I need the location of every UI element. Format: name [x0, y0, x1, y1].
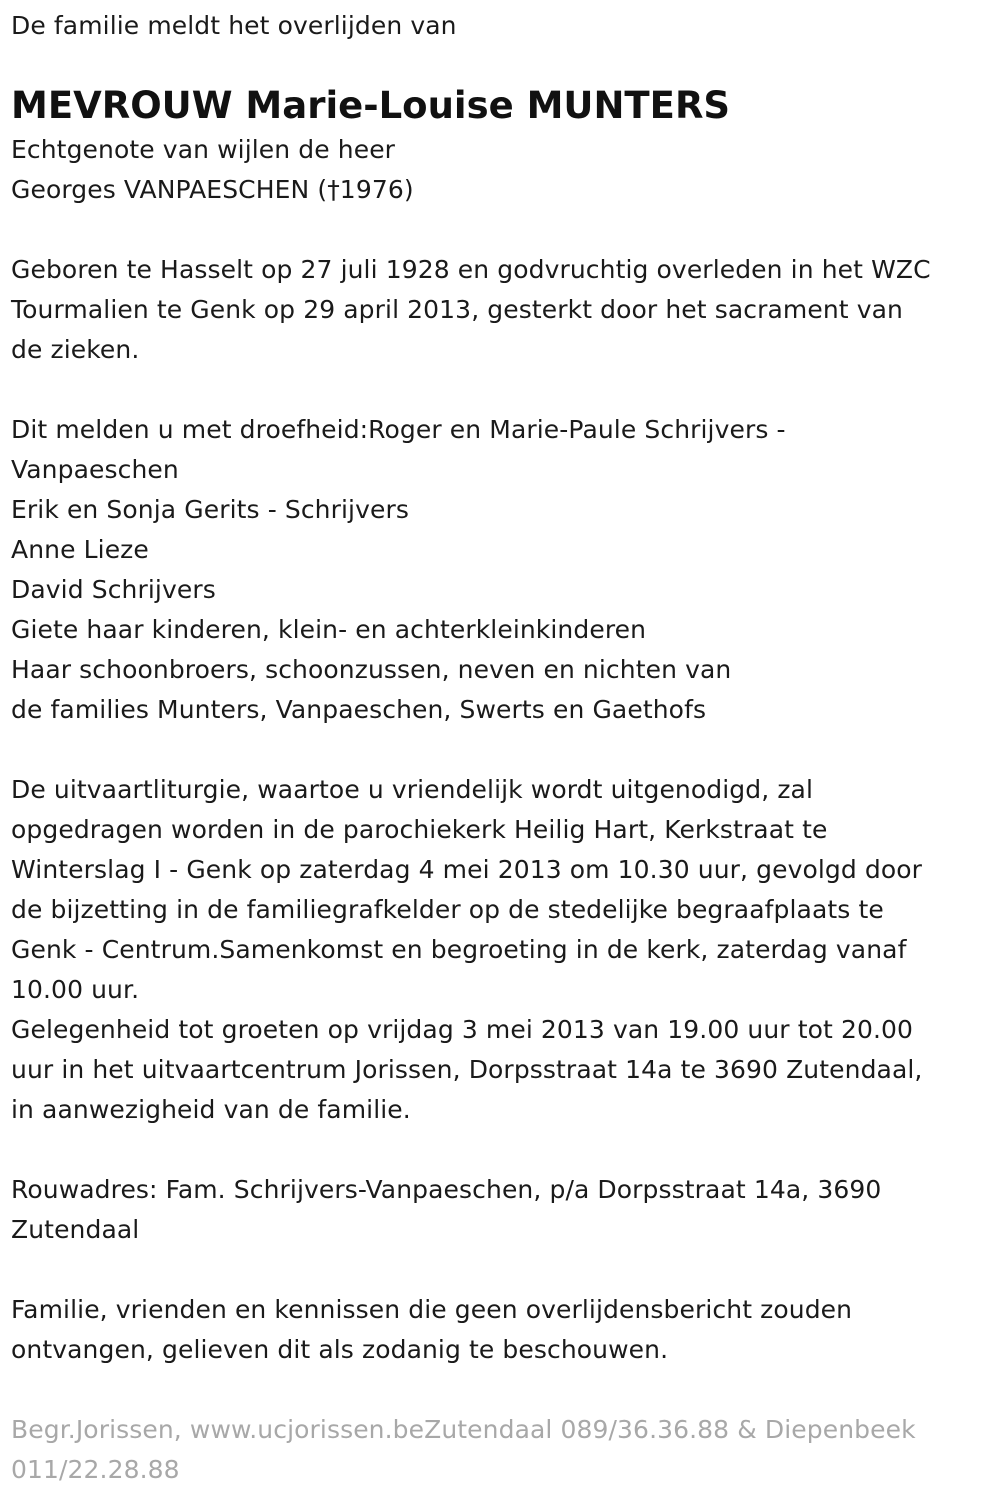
spouse-line: Echtgenote van wijlen de heer [11, 135, 396, 164]
funeral-line: 10.00 uur. [11, 975, 140, 1004]
funeral-line: De uitvaartliturgie, waartoe u vriendelijk wordt uitgenodigd, zal [11, 775, 814, 804]
address-paragraph [11, 1170, 991, 1250]
funeral-line: de bijzetting in de familiegrafkelder op de stedelijke begraafplaats te [11, 895, 884, 924]
intro-text: De familie meldt het overlijden van [11, 11, 457, 40]
mourners-line: Erik en Sonja Gerits - Schrijvers [11, 495, 409, 524]
closing-line: ontvangen, gelieven dit als zodanig te beschouwen. [11, 1335, 669, 1364]
mourners-line: Dit melden u met droefheid:Roger en Marie-Paule Schrijvers - [11, 415, 786, 444]
mourners-line: Giete haar kinderen, klein- en achterkleinkinderen [11, 615, 647, 644]
footer-line: Begr.Jorissen, www.ucjorissen.beZutendaal 089/36.36.88 & Diepenbeek [11, 1415, 916, 1444]
spouse-line: Georges VANPAESCHEN (†1976) [11, 175, 414, 204]
mourners-line: Haar schoonbroers, schoonzussen, neven en nichten van [11, 655, 732, 684]
funeral-paragraph [11, 770, 991, 1130]
obituary-notice [11, 6, 991, 1490]
funeral-line: uur in het uitvaartcentrum Jorissen, Dorpsstraat 14a te 3690 Zutendaal, [11, 1055, 923, 1084]
birth-death-line: Geboren te Hasselt op 27 juli 1928 en godvruchtig overleden in het WZC [11, 255, 931, 284]
birth-death-line: Tourmalien te Genk op 29 april 2013, gesterkt door het sacrament van [11, 295, 903, 324]
mourners-paragraph [11, 410, 991, 730]
mourners-line: Anne Lieze [11, 535, 149, 564]
closing-paragraph [11, 1290, 991, 1370]
address-line: Rouwadres: Fam. Schrijvers-Vanpaeschen, p/a Dorpsstraat 14a, 3690 [11, 1175, 882, 1204]
mourners-line: de families Munters, Vanpaeschen, Swerts en Gaethofs [11, 695, 707, 724]
mourners-line: Vanpaeschen [11, 455, 179, 484]
mourners-line: David Schrijvers [11, 575, 216, 604]
funeral-line: Winterslag I - Genk op zaterdag 4 mei 2013 om 10.30 uur, gevolgd door [11, 855, 923, 884]
closing-line: Familie, vrienden en kennissen die geen overlijdensbericht zouden [11, 1295, 853, 1324]
undertaker-footer [11, 1410, 991, 1490]
spouse-block [11, 130, 991, 210]
birth-death-paragraph [11, 250, 991, 370]
address-line: Zutendaal [11, 1215, 140, 1244]
deceased-name: MEVROUW Marie-Louise MUNTERS [11, 84, 731, 127]
funeral-line: Genk - Centrum.Samenkomst en begroeting in de kerk, zaterdag vanaf [11, 935, 907, 964]
footer-line: 011/22.28.88 [11, 1455, 180, 1484]
funeral-line: opgedragen worden in de parochiekerk Heilig Hart, Kerkstraat te [11, 815, 828, 844]
funeral-line: Gelegenheid tot groeten op vrijdag 3 mei 2013 van 19.00 uur tot 20.00 [11, 1015, 914, 1044]
birth-death-line: de zieken. [11, 335, 140, 364]
funeral-line: in aanwezigheid van de familie. [11, 1095, 411, 1124]
